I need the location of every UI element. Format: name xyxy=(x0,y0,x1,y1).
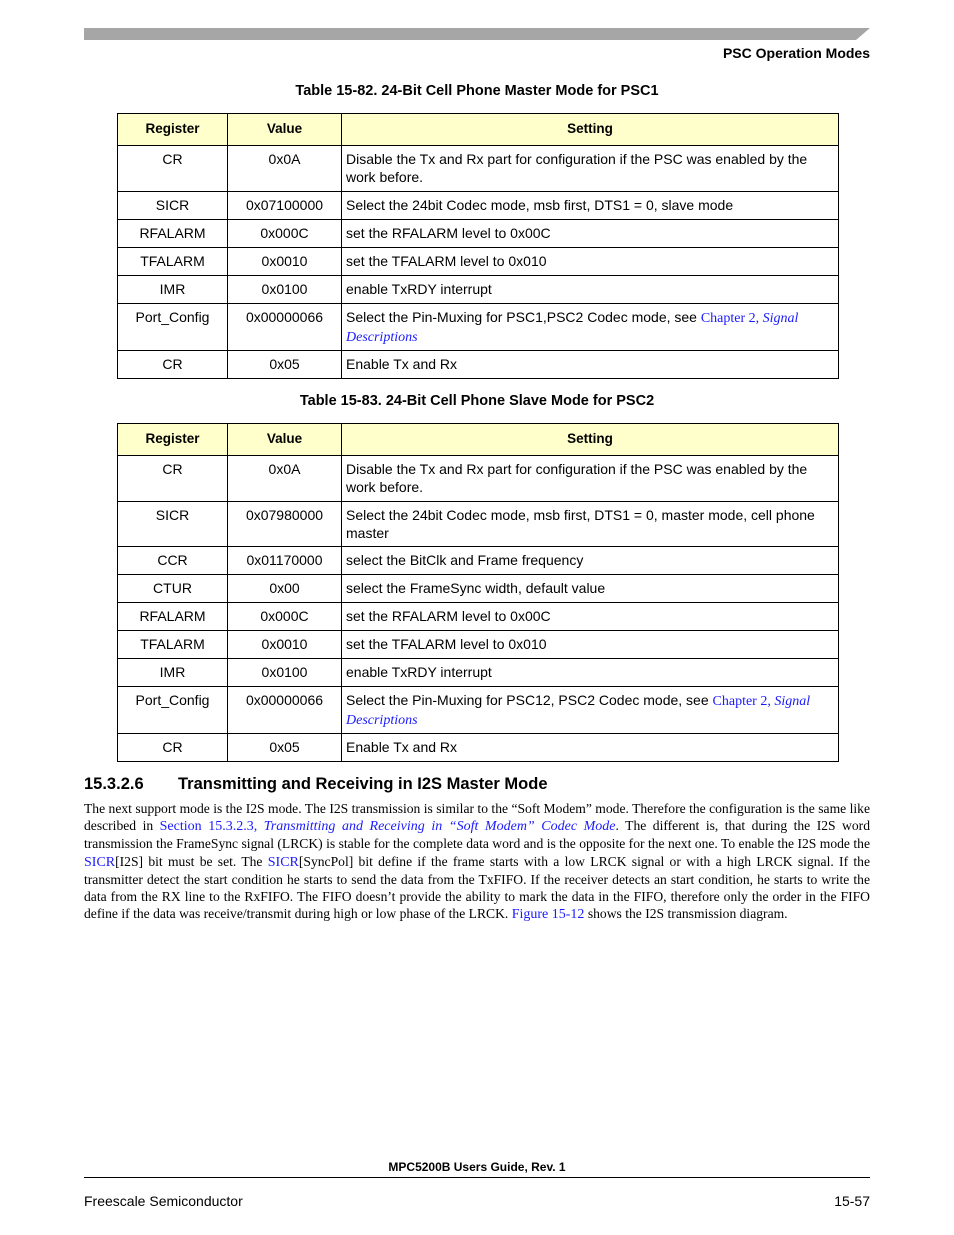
value-cell: 0x0010 xyxy=(228,248,342,276)
chapter-link-title: Signal Descriptions xyxy=(346,694,811,728)
table-row xyxy=(118,248,839,276)
value-cell: 0x05 xyxy=(228,734,342,762)
column-header-register: Register xyxy=(118,424,228,456)
figure-link[interactable]: Figure 15-12 xyxy=(511,907,585,923)
section-link-number: Section 15.3.2.3, xyxy=(159,819,264,835)
register-cell: TFALARM xyxy=(118,248,228,276)
value-cell: 0x0A xyxy=(228,456,342,502)
register-cell: RFALARM xyxy=(118,603,228,631)
chapter-link-title: Signal Descriptions xyxy=(346,311,799,345)
paragraph-text: shows the I2S transmission diagram. xyxy=(584,906,788,922)
table-row xyxy=(118,659,839,687)
value-cell: 0x0010 xyxy=(228,631,342,659)
table1-header-row xyxy=(118,114,839,146)
table-row xyxy=(118,502,839,547)
table-row xyxy=(118,575,839,603)
setting-cell: enable TxRDY interrupt xyxy=(342,659,839,687)
setting-cell: Disable the Tx and Rx part for configuration if the PSC was enabled by the work before. xyxy=(342,146,839,192)
register-cell: CR xyxy=(118,456,228,502)
column-header-value: Value xyxy=(228,114,342,146)
value-cell: 0x0100 xyxy=(228,659,342,687)
setting-cell: Enable Tx and Rx xyxy=(342,351,839,379)
value-cell: 0x000C xyxy=(228,220,342,248)
table-row xyxy=(118,631,839,659)
chapter-link-number: Chapter 2, xyxy=(700,311,763,326)
paragraph-text: The next support mode is the I2S mode. The I2S transmission is similar to the “Soft Modem” mode. Therefore the configuration is the same like described in xyxy=(84,801,870,834)
register-cell: SICR xyxy=(118,502,228,547)
register-cell: IMR xyxy=(118,659,228,687)
section-heading xyxy=(84,775,548,794)
setting-cell: Select the 24bit Codec mode, msb first, DTS1 = 0, master mode, cell phone master xyxy=(342,502,839,547)
column-header-setting: Setting xyxy=(342,114,839,146)
header-bar-graphic xyxy=(84,28,870,40)
setting-cell xyxy=(342,687,839,734)
register-cell: RFALARM xyxy=(118,220,228,248)
value-cell: 0x00000066 xyxy=(228,687,342,734)
register-cell: CR xyxy=(118,351,228,379)
section-title: Transmitting and Receiving in I2S Master Mode xyxy=(178,775,548,793)
table-row xyxy=(118,687,839,734)
register-cell: CTUR xyxy=(118,575,228,603)
value-cell: 0x01170000 xyxy=(228,547,342,575)
table-row xyxy=(118,351,839,379)
table2-header-row xyxy=(118,424,839,456)
setting-cell: Disable the Tx and Rx part for configuration if the PSC was enabled by the work before. xyxy=(342,456,839,502)
table2-caption: Table 15-83. 24-Bit Cell Phone Slave Mode for PSC2 xyxy=(299,393,655,409)
value-cell: 0x00 xyxy=(228,575,342,603)
table-row xyxy=(118,603,839,631)
body-paragraph xyxy=(84,800,870,923)
running-header: PSC Operation Modes xyxy=(722,45,870,61)
value-cell: 0x07100000 xyxy=(228,192,342,220)
header-bar xyxy=(84,28,870,40)
column-header-register: Register xyxy=(118,114,228,146)
register-cell: CR xyxy=(118,734,228,762)
value-cell: 0x000C xyxy=(228,603,342,631)
section-link[interactable] xyxy=(160,819,616,834)
table1-caption: Table 15-82. 24-Bit Cell Phone Master Mode for PSC1 xyxy=(295,83,659,99)
paragraph-text: . The different is, that during the I2S word transmission the FrameSync signal (LRCK) is stable for the complete data word and is the opposite for the next one. To enable the I2S mode the xyxy=(84,818,870,852)
setting-cell: set the TFALARM level to 0x010 xyxy=(342,631,839,659)
paragraph-text: [I2S] bit must be set. The xyxy=(115,853,268,869)
value-cell: 0x07980000 xyxy=(228,502,342,547)
sicr-link[interactable]: SICR xyxy=(84,854,116,870)
table-row xyxy=(118,220,839,248)
section-link-title: Transmitting and Receiving in “Soft Modem” Codec Mode xyxy=(263,819,616,835)
register-cell: Port_Config xyxy=(118,687,228,734)
column-header-value: Value xyxy=(228,424,342,456)
setting-cell: select the BitClk and Frame frequency xyxy=(342,547,839,575)
footer-doc-title: MPC5200B Users Guide, Rev. 1 xyxy=(388,1160,566,1174)
setting-cell: select the FrameSync width, default value xyxy=(342,575,839,603)
table-row xyxy=(118,734,839,762)
sicr-link[interactable]: SICR xyxy=(267,854,299,870)
setting-cell xyxy=(342,304,839,351)
register-cell: CR xyxy=(118,146,228,192)
setting-cell: enable TxRDY interrupt xyxy=(342,276,839,304)
setting-cell: Select the 24bit Codec mode, msb first, DTS1 = 0, slave mode xyxy=(342,192,839,220)
table-row xyxy=(118,304,839,351)
value-cell: 0x0100 xyxy=(228,276,342,304)
table-row xyxy=(118,192,839,220)
value-cell: 0x00000066 xyxy=(228,304,342,351)
register-cell: SICR xyxy=(118,192,228,220)
setting-text: Select the Pin-Muxing for PSC1,PSC2 Codec mode, see xyxy=(346,309,701,325)
chapter-link-number: Chapter 2, xyxy=(712,694,775,709)
table-row xyxy=(118,547,839,575)
table-row xyxy=(118,276,839,304)
table1 xyxy=(117,113,839,379)
setting-text: Select the Pin-Muxing for PSC12, PSC2 Codec mode, see xyxy=(346,692,713,708)
column-header-setting: Setting xyxy=(342,424,839,456)
page-number: 15-57 xyxy=(834,1193,870,1209)
setting-cell: Enable Tx and Rx xyxy=(342,734,839,762)
setting-cell: set the RFALARM level to 0x00C xyxy=(342,603,839,631)
section-number: 15.3.2.6 xyxy=(84,775,144,793)
value-cell: 0x05 xyxy=(228,351,342,379)
table2 xyxy=(117,423,839,762)
table-row xyxy=(118,146,839,192)
register-cell: Port_Config xyxy=(118,304,228,351)
register-cell: CCR xyxy=(118,547,228,575)
footer-company: Freescale Semiconductor xyxy=(84,1193,243,1209)
setting-cell: set the RFALARM level to 0x00C xyxy=(342,220,839,248)
setting-cell: set the TFALARM level to 0x010 xyxy=(342,248,839,276)
register-cell: TFALARM xyxy=(118,631,228,659)
footer-divider xyxy=(84,1177,870,1178)
table-row xyxy=(118,456,839,502)
paragraph-text: [SyncPol] bit define if the frame starts with a low LRCK signal or with a high LRCK signal. If the transmitter detect the start condition he starts to send the data from the TxFIFO. If the receiver detects an start condition, he starts to write the data from the RX line to the RxFIFO. The FIFO doesn’t provide the ability to mark the data in the FIFO, therefore only the order in the FIFO define if the data was receive/transmit during high or low phase of the LRCK. xyxy=(84,853,870,922)
register-cell: IMR xyxy=(118,276,228,304)
value-cell: 0x0A xyxy=(228,146,342,192)
